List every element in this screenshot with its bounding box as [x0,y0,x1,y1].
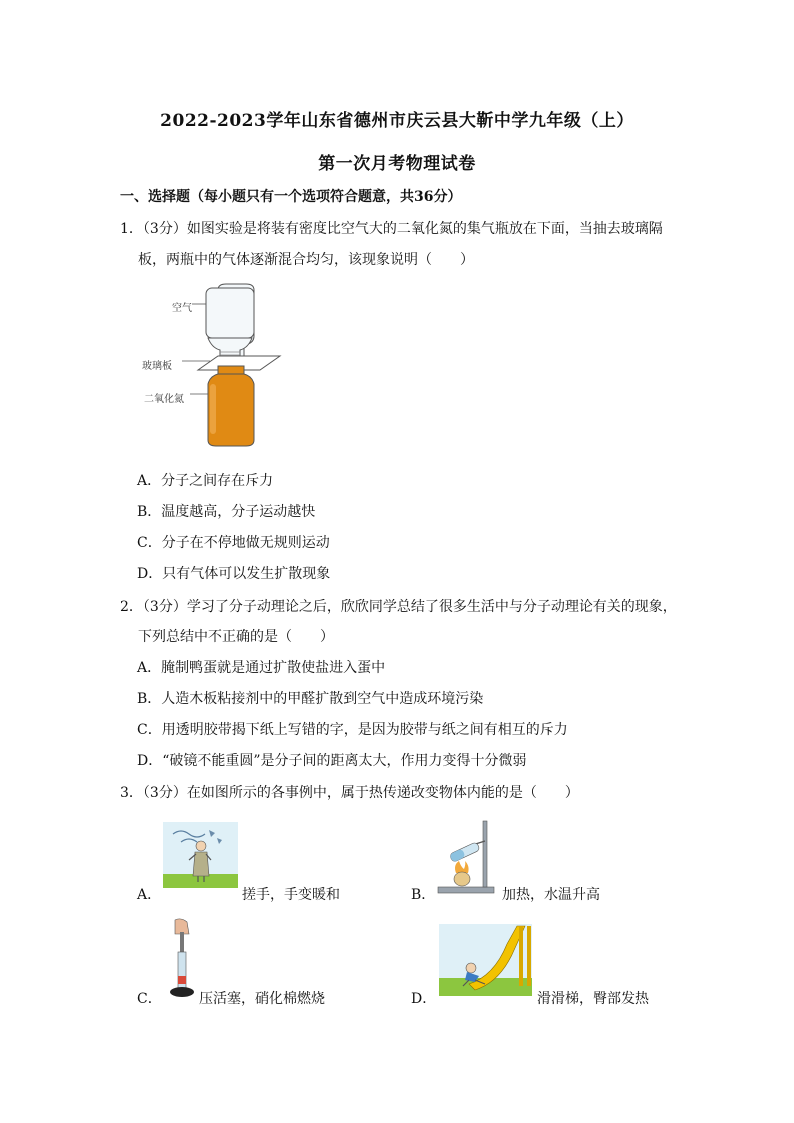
piston-compression-image [167,918,197,1000]
q3-option-c-text[interactable]: 压活塞，硝化棉燃烧 [199,991,325,1007]
q1-option-c[interactable]: C．分子在不停地做无规则运动 [137,535,330,551]
q1-option-d[interactable]: D．只有气体可以发生扩散现象 [137,566,331,582]
q1-option-b[interactable]: B．温度越高，分子运动越快 [137,504,316,520]
slide-image [439,924,532,996]
q3-option-a-text[interactable]: 搓手，手变暖和 [242,887,340,903]
q3-option-c-letter[interactable]: C． [137,991,162,1007]
q1-stem-line2: 板，两瓶中的气体逐渐混合均匀，该现象说明（ ） [138,252,474,268]
fig-label-no2: 二氧化氮 [144,394,184,405]
q3-option-a-letter[interactable]: A． [137,887,162,903]
q2-option-d[interactable]: D．“破镜不能重圆”是分子间的距离太大，作用力变得十分微弱 [137,753,527,769]
fig-label-glass: 玻璃板 [142,361,172,372]
section-heading: 一、选择题（每小题只有一个选项符合题意，共36分） [120,189,462,205]
q1-stem-line1: 1．（3分）如图实验是将装有密度比空气大的二氧化氮的集气瓶放在下面，当抽去玻璃隔 [120,221,663,237]
q3-stem-line1: 3．（3分）在如图所示的各事例中，属于热传递改变物体内能的是（ ） [120,785,579,801]
q3-option-d-text[interactable]: 滑滑梯，臀部发热 [537,991,649,1007]
q3-option-b-letter[interactable]: B． [411,887,436,903]
heating-test-tube-image [436,817,498,897]
q1-option-a[interactable]: A．分子之间存在斥力 [137,473,274,489]
exam-title-line1: 2022-2023学年山东省德州市庆云县大靳中学九年级（上） [160,111,634,131]
rubbing-hands-image [163,822,238,888]
exam-title-line2: 第一次月考物理试卷 [318,154,476,174]
q2-option-c[interactable]: C．用透明胶带揭下纸上写错的字，是因为胶带与纸之间有相互的斥力 [137,722,568,738]
q2-option-a[interactable]: A．腌制鸭蛋就是通过扩散使盐进入蛋中 [137,660,386,676]
q3-option-b-text[interactable]: 加热，水温升高 [502,887,600,903]
q2-option-b[interactable]: B．人造木板粘接剂中的甲醛扩散到空气中造成环境污染 [137,691,484,707]
q2-stem-line2: 下列总结中不正确的是（ ） [138,629,334,645]
q2-stem-line1: 2．（3分）学习了分子动理论之后，欣欣同学总结了很多生活中与分子动理论有关的现象， [120,599,677,615]
diffusion-bottles-figure [140,280,290,450]
fig-label-air: 空气 [172,303,192,314]
q3-option-d-letter[interactable]: D． [411,991,437,1007]
